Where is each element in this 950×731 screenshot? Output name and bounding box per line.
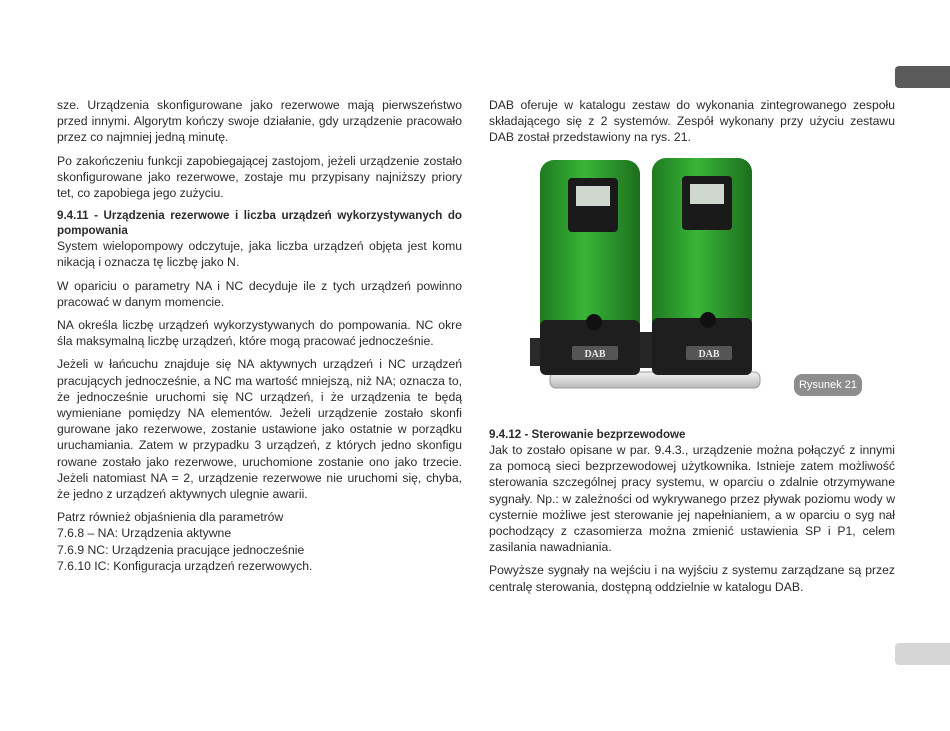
- reference-nc: 7.6.9 NC: Urządzenia pracujące jednocześnie: [57, 542, 305, 557]
- pump-illustration: [520, 150, 865, 410]
- left-paragraph-4: W opariciu o parametry NA i NC decyduje ile z tych urządzeń powinno pracować w danym momencie.: [57, 278, 462, 309]
- right-paragraph-1: DAB oferuje w katalogu zestaw do wykonania zintegrowanego zespołu składającego się z 2 systemów. Zespół wykonany przy użyciu zestawu DAB został przedstawiony na rys. 21.: [489, 98, 895, 145]
- section-heading-9-4-11: 9.4.11 - Urządzenia rezerwowe i liczba urządzeń wykorzystywanych do pompowania: [57, 209, 462, 238]
- see-also-text: Patrz również objaśnienia dla parametrów: [57, 510, 284, 525]
- section-heading-9-4-12: 9.4.12 - Sterowanie bezprzewodowe: [489, 428, 686, 441]
- left-paragraph-3: System wielopompowy odczytuje, jaka liczba urządzeń objęta jest komu nikacją i oznacza tę liczbę jako N.: [57, 239, 462, 270]
- right-column: [489, 97, 895, 153]
- figure-pump-system: [520, 150, 865, 410]
- chapter-tab-top: [895, 66, 950, 88]
- pump-brand-label-left: DAB: [584, 349, 606, 360]
- left-column: [57, 97, 462, 574]
- reference-na: 7.6.8 – NA: Urządzenia aktywne: [57, 526, 232, 541]
- reference-ic: 7.6.10 IC: Konfiguracja urządzeń rezerwowych.: [57, 558, 313, 573]
- left-paragraph-2: Po zakończeniu funkcji zapobiegającej zastojom, jeżeli urządzenie zostało skonfigurowane jako rezerwowe, zostaje mu przypisany najniższy priory tet, co zapobiega jego zużyciu.: [57, 153, 462, 201]
- left-paragraph-1: sze. Urządzenia skonfigurowane jako rezerwowe mają pierwszeństwo przed innymi. Algorytm kończy swoje działanie, gdy urządzenie pracowało przez co najmniej jedną minutę.: [57, 98, 462, 145]
- pump-unit-left: [540, 160, 640, 375]
- left-paragraph-5: NA określa liczbę urządzeń wykorzystywanych do pompowania. NC okre śla maksymalną liczbę urządzeń, które mogą pracować jednocześnie.: [57, 318, 462, 349]
- right-column-lower: [489, 427, 895, 602]
- right-paragraph-3: Powyższe sygnały na wejściu i na wyjściu z systemu zarządzane są przez centralę sterowania, dostępną oddzielnie w katalogu DAB.: [489, 563, 895, 594]
- figure-label: Rysunek 21: [794, 374, 862, 396]
- right-paragraph-2: Jak to zostało opisane w par. 9.4.3., urządzenie można połączyć z innymi za pomocą sieci bezprzewodowej użytkownika. Istnieje zatem możliwość sterowania szczególnej pracy systemu, w oparciu o zdalnie otrzymywane sygnały. Np.: w zależności od wykrywanego przez pływak poziomu wody w cysternie możliwe jest sterowanie jej napełnianiem, a w oparciu o syg nał pochodzący z czasomierza można zmienić ustawienia SP i P1, celem zasilania nawadniania.: [489, 443, 895, 555]
- page-tab-bottom: [895, 643, 950, 665]
- left-paragraph-6: Jeżeli w łańcuchu znajduje się NA aktywnych urządzeń i NC urządzeń pracujących jednocześnie, a NC ma wartość mniejszą, niż NA; oznacza to, że jednocześnie uruchomi się NC urządzeń, i że urządzenia te będą wymieniane pomiędzy NA elementów. Jeżeli urządzenie zostało skonfi gurowane jako rezerwowe, zostanie ustawione jako ostatnie w porządku uruchamiania. Zatem w przypadku 3 urządzeń, z których jedno skonfigu rowane zostało jako rezerwowe, uruchomione zostanie ono jako trzecie. Jeżeli natomiast NA = 2, urządzenie rezerwowe nie uruchomi się, chyba, że jedno z urządzeń aktywnych ulegnie awarii.: [57, 357, 462, 502]
- pump-unit-right: [652, 158, 752, 375]
- pump-brand-label-right: DAB: [698, 349, 720, 360]
